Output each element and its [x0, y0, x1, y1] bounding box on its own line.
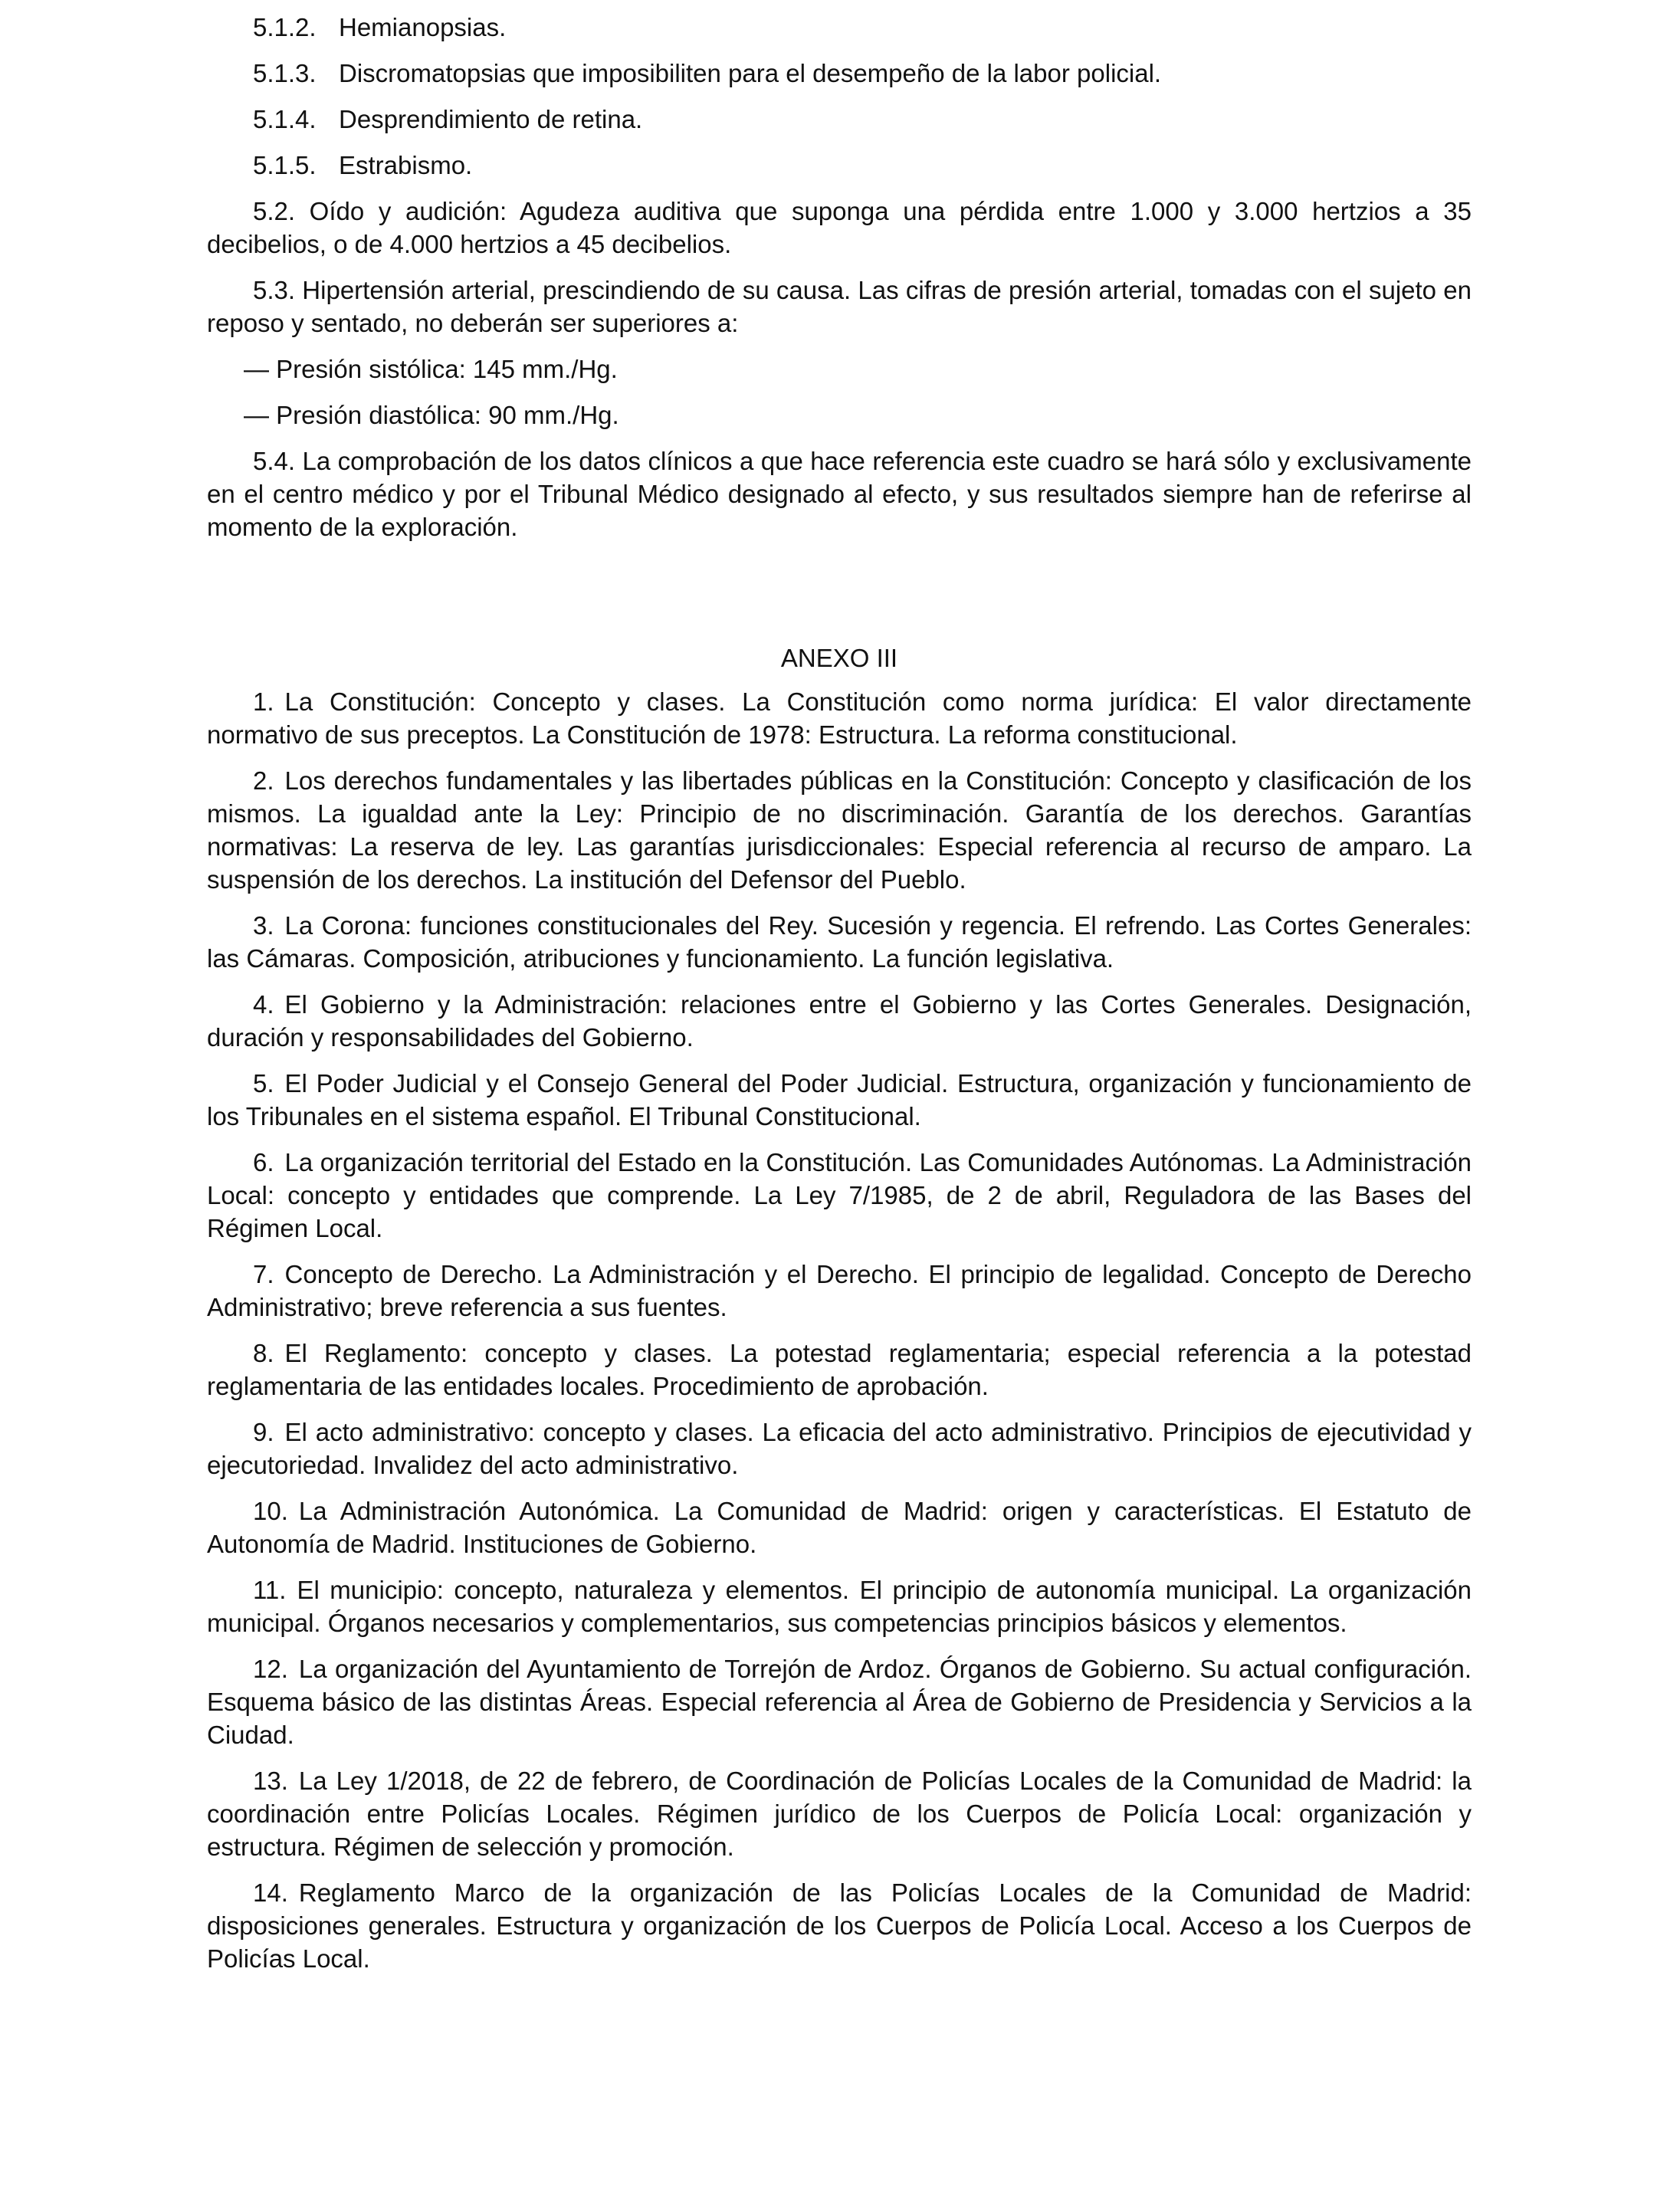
annex-item-text: La Ley 1/2018, de 22 de febrero, de Coordinación de Policías Locales de la Comunidad de Madrid: la coordinación entre Policías Locales. Régimen jurídico de los Cuerpos de Policía Local: organización y estructura. Régimen de selección y promoción. — [207, 1767, 1472, 1861]
subitem-text: Discromatopsias que imposibiliten para el desempeño de la labor policial. — [339, 59, 1162, 87]
annex-item-text: La organización territorial del Estado en la Constitución. Las Comunidades Autónomas. La Administración Local: concepto y entidades que comprende. La Ley 7/1985, de 2 de abril, Reguladora de las Bases del Régimen Local. — [207, 1148, 1472, 1242]
annex-item-text: Reglamento Marco de la organización de las Policías Locales de la Comunidad de Madrid: disposiciones generales. Estructura y organización de los Cuerpos de Policía Local. Acceso a los Cuerpos de Policías Local. — [207, 1878, 1472, 1973]
annex-item-text: La organización del Ayuntamiento de Torrejón de Ardoz. Órganos de Gobierno. Su actual configuración. Esquema básico de las distintas Áreas. Especial referencia al Área de Gobierno de Presidencia y Servicios a la Ciudad. — [207, 1655, 1472, 1749]
annex-item-text: La Corona: funciones constitucionales del Rey. Sucesión y regencia. El refrendo. Las Cortes Generales: las Cámaras. Composición, atribuciones y funcionamiento. La función legislativa. — [207, 911, 1472, 973]
annex-item-text: La Constitución: Concepto y clases. La Constitución como norma jurídica: El valor directamente normativo de sus preceptos. La Constitución de 1978: Estructura. La reforma constitucional. — [207, 687, 1472, 749]
annex-item-8 — [207, 1337, 1472, 1403]
annex-item-4 — [207, 988, 1472, 1054]
subitem-5-1-5 — [207, 149, 1472, 182]
annex-item-10 — [207, 1495, 1472, 1560]
paragraph-5-2: 5.2. Oído y audición: Agudeza auditiva que suponga una pérdida entre 1.000 y 3.000 hertzios a 35 decibelios, o de 4.000 hertzios a 45 decibelios. — [207, 197, 1472, 258]
annex-item-number: 9. — [253, 1418, 274, 1446]
annex-item-5 — [207, 1067, 1472, 1133]
annex-item-number: 4. — [253, 990, 274, 1019]
annex-item-number: 10. — [253, 1497, 288, 1525]
annex-item-text: El Poder Judicial y el Consejo General del Poder Judicial. Estructura, organización y funcionamiento de los Tribunales en el sistema español. El Tribunal Constitucional. — [207, 1069, 1472, 1130]
annex-item-text: Los derechos fundamentales y las libertades públicas en la Constitución: Concepto y clasificación de los mismos. La igualdad ante la Ley: Principio de no discriminación. Garantía de los derechos. Garantías normativas: La reserva de ley. Las garantías jurisdiccionales: Especial referencia al recurso de amparo. La suspensión de los derechos. La institución del Defensor del Pueblo. — [207, 766, 1472, 894]
dash-item-systolic: — Presión sistólica: 145 mm./Hg. — [244, 355, 618, 383]
annex-item-number: 5. — [253, 1069, 274, 1098]
annex-item-text: El acto administrativo: concepto y clases. La eficacia del acto administrativo. Principios de ejecutividad y ejecutoriedad. Invalidez del acto administrativo. — [207, 1418, 1472, 1479]
annex-item-number: 11. — [253, 1576, 287, 1604]
annex-item-14 — [207, 1876, 1472, 1975]
subitem-5-1-2 — [207, 11, 1472, 44]
annex-item-text: El Gobierno y la Administración: relaciones entre el Gobierno y las Cortes Generales. Designación, duración y responsabilidades del Gobierno. — [207, 990, 1472, 1052]
annex-item-text: La Administración Autonómica. La Comunidad de Madrid: origen y características. El Estatuto de Autonomía de Madrid. Instituciones de Gobierno. — [207, 1497, 1472, 1558]
subitem-number: 5.1.2. — [253, 13, 317, 41]
dash-item-diastolic: — Presión diastólica: 90 mm./Hg. — [244, 401, 619, 429]
annex-item-1 — [207, 685, 1472, 751]
paragraph-5-3: 5.3. Hipertensión arterial, prescindiendo de su causa. Las cifras de presión arterial, tomadas con el sujeto en reposo y sentado, no deberán ser superiores a: — [207, 276, 1472, 337]
annex-item-number: 2. — [253, 766, 274, 795]
annex-item-9 — [207, 1416, 1472, 1481]
annex-item-number: 13. — [253, 1767, 288, 1795]
annex-item-number: 3. — [253, 911, 274, 940]
annex-item-text: El municipio: concepto, naturaleza y elementos. El principio de autonomía municipal. La organización municipal. Órganos necesarios y complementarios, sus competencias principios básicos y elementos. — [207, 1576, 1472, 1637]
subitem-number: 5.1.3. — [253, 59, 317, 87]
subitem-text: Desprendimiento de retina. — [339, 105, 643, 133]
annex-item-number: 7. — [253, 1260, 274, 1288]
annex-item-number: 8. — [253, 1339, 274, 1367]
annex-item-11 — [207, 1573, 1472, 1639]
annex-item-number: 12. — [253, 1655, 288, 1683]
annex-item-number: 14. — [253, 1878, 288, 1907]
annex-item-13 — [207, 1764, 1472, 1863]
annex-item-2 — [207, 764, 1472, 896]
paragraph-5-4: 5.4. La comprobación de los datos clínicos a que hace referencia este cuadro se hará sólo y exclusivamente en el centro médico y por el Tribunal Médico designado al efecto, y sus resultados siempre han de referirse al momento de la exploración. — [207, 447, 1472, 541]
annex-item-text: El Reglamento: concepto y clases. La potestad reglamentaria; especial referencia a la potestad reglamentaria de las entidades locales. Procedimiento de aprobación. — [207, 1339, 1472, 1400]
annex-item-6 — [207, 1146, 1472, 1245]
annex-title: ANEXO III — [780, 644, 898, 672]
annex-item-12 — [207, 1652, 1472, 1751]
annex-item-3 — [207, 909, 1472, 975]
annex-item-number: 1. — [253, 687, 274, 716]
annex-item-7 — [207, 1258, 1472, 1324]
document-page — [207, 11, 1472, 1988]
annex-item-text: Concepto de Derecho. La Administración y el Derecho. El principio de legalidad. Concepto de Derecho Administrativo; breve referencia a sus fuentes. — [207, 1260, 1472, 1321]
subitem-number: 5.1.4. — [253, 105, 317, 133]
subitem-5-1-4 — [207, 103, 1472, 136]
annex-item-number: 6. — [253, 1148, 274, 1176]
subitem-text: Estrabismo. — [339, 151, 473, 179]
subitem-text: Hemianopsias. — [339, 13, 507, 41]
subitem-5-1-3 — [207, 57, 1472, 90]
subitem-number: 5.1.5. — [253, 151, 317, 179]
